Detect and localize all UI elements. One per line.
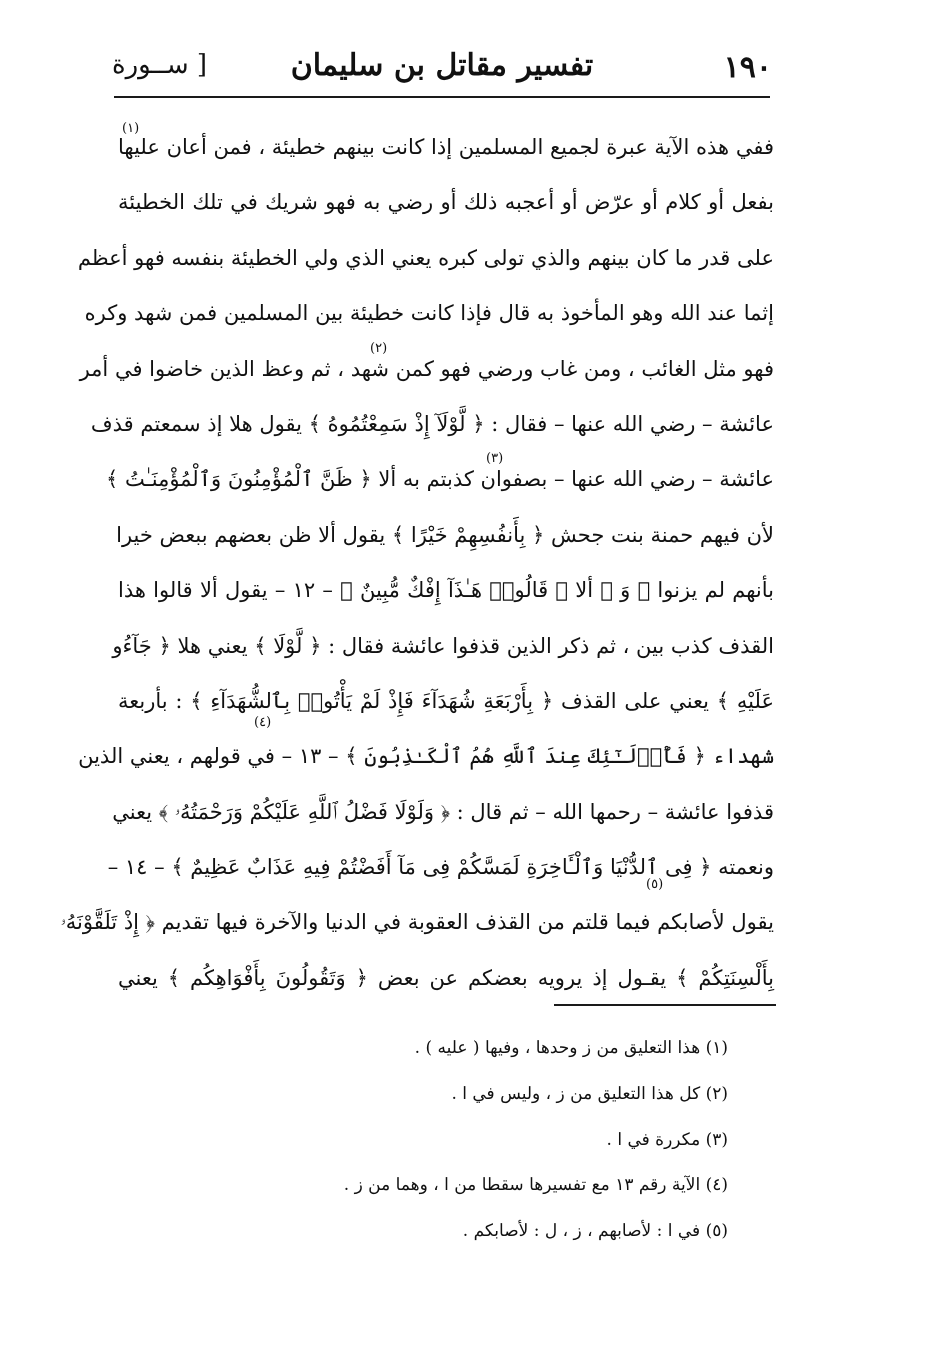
footnote-item: (٥) في ا : لأصابهم ، ز ، ل : لأصابكم . — [462, 1221, 728, 1242]
text-line: بِأَلْسِنَتِكُمْ ﴾ يقـول إذ يرويه بعضكم عن بعض ﴿ وَتَقُولُونَ بِأَفْوَاهِكُم ﴾ يعني — [118, 965, 774, 990]
text-line: لأن فيهم حمنة بنت جحش ﴿ بِأَنفُسِهِمْ خَيْرًا ﴾ يقول ألا ظن بعضهم ببعض خيرا — [116, 522, 774, 547]
text-line: ونعمته ﴿ فِى ٱلدُّنْيَا وَٱلْـَٔاخِرَةِ لَمَسَّكُمْ فِى مَآ أَفَضْتُمْ فِيهِ عَذَابٌ عَظِيمٌ ﴾ – ١٤ – — [107, 855, 774, 880]
running-title: تفسير مقاتل بن سليمان — [290, 48, 594, 83]
text-line: بفعل أو كلام أو عرّض أو أعجبه ذلك أو رضي به فهو شريك في تلك الخطيئة — [118, 190, 774, 215]
footnote-item: (٢) كل هذا التعليق من ز ، وليس في ا . — [451, 1083, 728, 1104]
surah-heading: [ ســورة — [112, 50, 208, 80]
text-line: إثما عند الله وهو المأخوذ به قال فإذا كانت خطيئة بين المسلمين فمن شهد وكره — [84, 301, 774, 326]
text-line: شهداء ﴿ فَأُو۟لَـٰٓئِكَ عِندَ ٱللَّهِ هُمُ ٱلْكَـٰذِبُونَ ﴾ – ١٣ – في قولهم ، يعني الذين — [78, 744, 774, 769]
main-text — [60, 120, 774, 1006]
text-line: عائشة – رضي الله عنها – فقال : ﴿ لَّوْلَآ إِذْ سَمِعْتُمُوهُ ﴾ يقول هلا إذ سمعتم قذف — [90, 411, 774, 436]
footnote-item: (٣) مكررة في ا . — [606, 1129, 728, 1150]
footnote-marker-4: (٤) — [254, 715, 272, 730]
footnote-item: (٤) الآية رقم ١٣ مع تفسيرها سقطا من ا ، وهما من ز . — [343, 1175, 728, 1196]
text-line: فهو مثل الغائب ، ومن غاب ورضي فهو كمن شهد ، ثم وعظ الذين خاضوا في أمر — [79, 356, 774, 381]
footnotes — [300, 1026, 728, 1255]
text-line: بأنهم لم يزنوا ﴿ وَ ﴾ ألا ﴿ قَالُوا۟ هَـٰذَآ إِفْكٌ مُّبِينٌ ﴾ – ١٢ – يقول ألا قالوا هذا — [118, 578, 774, 603]
footnote-marker-5: (٥) — [646, 877, 664, 892]
footnote-marker-3: (٣) — [486, 451, 504, 466]
text-line: عائشة – رضي الله عنها – بصفوان كذبتم به ألا ﴿ ظَنَّ ٱلْمُؤْمِنُونَ وَٱلْمُؤْمِنَـٰتُ ﴾ — [105, 467, 774, 492]
footnote-item: (١) هذا التعليق من ز وحدها ، وفيها ( عليه ) . — [414, 1038, 728, 1058]
page-header — [112, 42, 772, 92]
footnote-rule — [554, 1004, 776, 1006]
text-line: عَلَيْهِ ﴾ يعني على القذف ﴿ بِأَرْبَعَةِ شُهَدَآءَ فَإِذْ لَمْ يَأْتُوا۟ بِٱلشُّهَدَآءِ ﴾ : بأربعة — [118, 688, 774, 713]
text-line: يقول لأصابكم فيما قلتم من القذف العقوبة في الدنيا والآخرة فيها تقديم ﴿ إِذْ تَلَقَّوْنَهُۥ — [60, 910, 774, 935]
page-number: ١٩٠ — [723, 50, 772, 85]
footnote-marker-1: (١) — [122, 121, 140, 136]
text-line: ففي هذه الآية عبرة لجميع المسلمين إذا كانت بينهم خطيئة ، فمن أعان عليها — [118, 135, 774, 159]
footnote-marker-2: (٢) — [370, 341, 388, 356]
text-line: على قدر ما كان بينهم والذي تولى كبره يعني الذي ولي الخطيئة بنفسه فهو أعظم — [77, 245, 774, 270]
text-line: القذف كذب بين ، ثم ذكر الذين قذفوا عائشة فقال : ﴿ لَّوْلَا ﴾ يعني هلا ﴿ جَآءُو — [112, 633, 774, 658]
header-rule — [114, 96, 770, 98]
text-line: قذفوا عائشة – رحمها الله – ثم قال : ﴿ وَلَوْلَا فَضْلُ ٱللَّهِ عَلَيْكُمْ وَرَحْمَتُهُۥ ﴾ يعني — [112, 799, 774, 824]
